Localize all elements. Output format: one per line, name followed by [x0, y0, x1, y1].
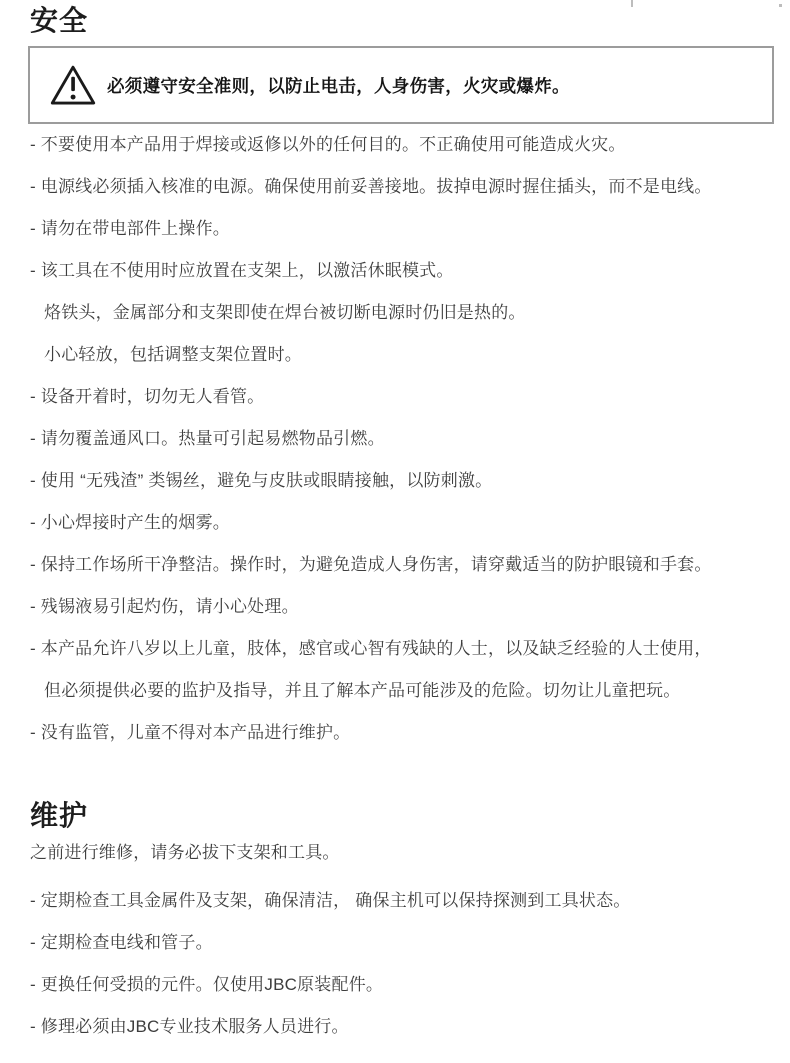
- safety-section-title: 安全: [30, 5, 89, 36]
- scan-artifact: [631, 0, 633, 7]
- maintenance-list: [0, 880, 790, 1048]
- manual-line: - 残锡液易引起灼伤，请小心处理。: [30, 597, 299, 616]
- manual-line: - 该工具在不使用时应放置在支架上，以激活休眠模式。: [30, 261, 454, 280]
- maintenance-intro: 之前进行维修，请务必拔下支架和工具。: [30, 843, 340, 862]
- manual-line: - 更换任何受损的元件。仅使用JBC原装配件。: [30, 975, 384, 994]
- maintenance-section-title: 维护: [30, 800, 89, 831]
- manual-line: - 修理必须由JBC专业技术服务人员进行。: [30, 1017, 349, 1036]
- warning-triangle-icon: [49, 64, 97, 107]
- manual-line: - 电源线必须插入核准的电源。确保使用前妥善接地。拔掉电源时握住插头，而不是电线。: [30, 177, 712, 196]
- warning-text: 必须遵守安全准则，以防止电击，人身伤害，火灾或爆炸。: [107, 75, 570, 96]
- manual-line: - 请勿覆盖通风口。热量可引起易燃物品引燃。: [30, 429, 385, 448]
- manual-line: 小心轻放，包括调整支架位置时。: [44, 345, 302, 364]
- scan-artifact: [779, 4, 782, 7]
- safety-list: [0, 124, 790, 754]
- manual-line: 但必须提供必要的监护及指导，并且了解本产品可能涉及的危险。切勿让儿童把玩。: [44, 681, 681, 700]
- manual-line: 烙铁头，金属部分和支架即使在焊台被切断电源时仍旧是热的。: [44, 303, 526, 322]
- manual-line: - 小心焊接时产生的烟雾。: [30, 513, 230, 532]
- manual-line: - 定期检查电线和管子。: [30, 933, 213, 952]
- manual-line: - 设备开着时，切勿无人看管。: [30, 387, 265, 406]
- manual-line: - 没有监管，儿童不得对本产品进行维护。: [30, 723, 351, 742]
- manual-line: - 本产品允许八岁以上儿童，肢体，感官或心智有残缺的人士，以及缺乏经验的人士使用，: [30, 639, 712, 658]
- warning-box: [28, 46, 774, 124]
- manual-line: - 定期检查工具金属件及支架，确保清洁， 确保主机可以保持探测到工具状态。: [30, 891, 631, 910]
- manual-line: - 使用 “无残渣” 类锡丝，避免与皮肤或眼睛接触，以防刺激。: [30, 471, 493, 490]
- manual-line: - 保持工作场所干净整洁。操作时，为避免造成人身伤害，请穿戴适当的防护眼镜和手套。: [30, 555, 712, 574]
- manual-line: - 请勿在带电部件上操作。: [30, 219, 230, 238]
- manual-line: - 不要使用本产品用于焊接或返修以外的任何目的。不正确使用可能造成火灾。: [30, 135, 626, 154]
